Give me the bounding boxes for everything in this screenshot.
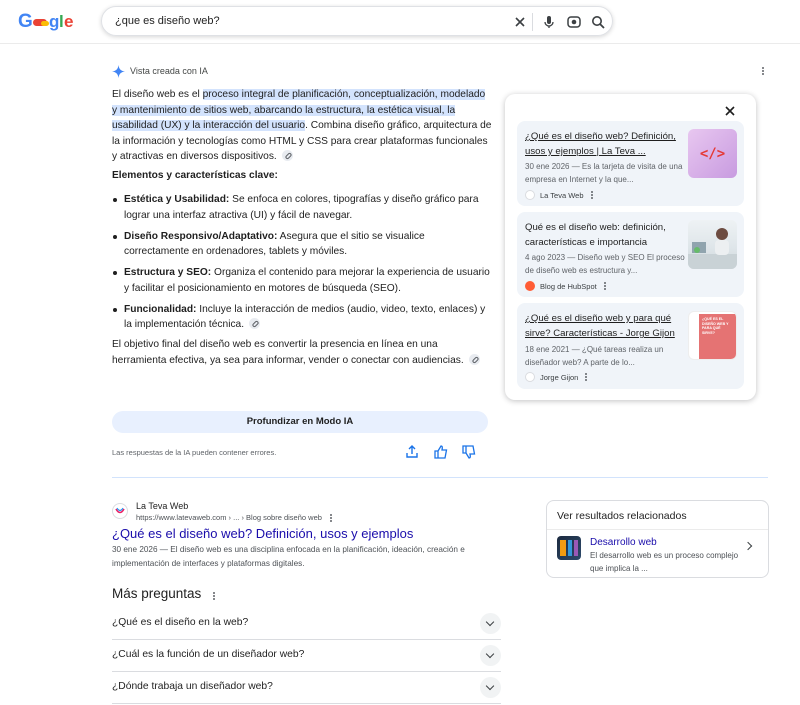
bullet-text: Organiza el contenido para mejorar la experiencia de usuario y facilitar el posicionamiento en motores de búsqueda (SEO). [124,267,490,294]
ai-overview-title: Vista creada con IA [130,66,208,76]
question-text[interactable]: ¿Dónde trabaja un diseñador web? [112,681,273,692]
question-text[interactable]: ¿Qué es el diseño en la web? [112,617,249,628]
related-heading: Ver resultados relacionados [557,510,687,522]
intro-text-start: El diseño web es el [112,89,203,100]
more-questions-options-icon[interactable] [209,591,219,603]
search-divider [532,13,533,31]
intro-highlight[interactable]: proceso integral de planificación, conceptualización, modelado y mantenimiento de sitios web, abarcando la estructura, la estética visual, la usabilidad (UX) y la interacción del usuario [112,89,486,131]
google-logo[interactable] [18,9,76,33]
expand-chevron-icon[interactable] [480,645,501,666]
related-thumbnail[interactable] [557,536,581,560]
source-snippet: 4 ago 2023 — Diseño web y SEO El proceso de diseño web es estructura y... [525,253,685,275]
ai-overview-more-icon[interactable] [758,66,768,78]
bullet-term: Diseño Responsivo/Adaptativo: [124,230,278,242]
more-options-icon[interactable] [585,372,589,382]
more-options-icon[interactable] [604,281,608,291]
question-row[interactable] [112,640,501,672]
list-item [112,302,492,333]
thumbs-down-icon[interactable] [462,445,476,459]
link-chip-icon[interactable] [249,318,260,329]
more-options-icon[interactable] [591,190,595,200]
person-at-desk-image [688,220,737,269]
result-title-link[interactable]: ¿Qué es el diseño web? Definición, usos y ejemplos [112,526,414,541]
expand-chevron-icon[interactable] [480,613,501,634]
favicon-icon [525,190,535,200]
deep-dive-ai-mode-button[interactable]: Profundizar en Modo IA [112,411,488,433]
source-site[interactable] [525,189,595,201]
source-name: Jorge Gijon [540,372,579,382]
thumbs-up-icon[interactable] [434,445,448,459]
section-divider [112,477,768,478]
site-favicon-icon[interactable] [112,503,128,519]
ai-overview-bullets [112,192,492,338]
source-thumbnail[interactable] [688,311,737,360]
source-snippet: 30 ene 2026 — Es la tarjeta de visita de una empresa en Internet y la que... [525,162,683,184]
ai-overview-subheading: Elementos y características clave: [112,170,278,181]
source-name: La Teva Web [540,190,584,200]
bullet-term: Funcionalidad: [124,303,197,315]
result-url[interactable] [136,513,334,523]
link-chip-icon[interactable] [282,150,293,161]
microphone-icon[interactable] [541,14,557,30]
sources-panel [505,94,756,400]
hubspot-favicon-icon [525,281,535,291]
search-icon[interactable] [590,14,606,30]
source-title[interactable]: ¿Qué es el diseño web? Definición, usos y ejemplos | La Teva ... [525,131,676,157]
svg-text:G: G [18,11,33,32]
source-name: Blog de HubSpot [540,281,597,291]
list-item [112,192,492,223]
ai-overview-conclusion [112,337,492,368]
ai-disclaimer: Las respuestas de la IA pueden contener errores. [112,448,277,457]
related-divider [547,529,768,530]
ai-sparkle-icon [112,65,125,78]
code-thumbnail-text: </> [699,145,726,162]
bullet-text: Se enfoca en colores, tipografías y diseño gráfico para lograr una interfaz atractiva (UI) y fácil de navegar. [124,194,479,221]
more-questions-title: Más preguntas [112,586,202,601]
source-thumbnail[interactable] [688,220,737,269]
question-text[interactable]: ¿Cuál es la función de un diseñador web? [112,649,305,660]
bullet-text: Asegura que el sitio se visualice correctamente en ordenadores, tablets y móviles. [124,230,425,257]
clear-icon[interactable] [512,14,528,30]
result-site-name[interactable]: La Teva Web [136,501,189,511]
bullet-term: Estética y Usabilidad: [124,194,230,205]
result-url-text: https://www.latevaweb.com › ... › Blog sobre diseño web [136,513,322,522]
top-bar [0,0,800,44]
related-results-box [546,500,769,578]
source-card[interactable] [517,212,744,297]
source-site[interactable] [525,280,608,292]
result-more-icon[interactable] [330,513,334,523]
bullet-text: Incluye la interacción de medios (audio, video, texto, enlaces) y la implementación técnica. [124,303,486,330]
search-input[interactable]: ¿que es diseño web? [115,15,220,27]
search-box[interactable] [101,6,613,36]
expand-chevron-icon[interactable] [480,677,501,698]
thumbnail-text: ¿QUÉ ES EL DISEÑO WEB Y PARA QUÉ SIRVE? [702,317,729,335]
source-snippet: 18 ene 2021 — ¿Qué tareas realiza un diseñador web? A parte de lo... [525,345,664,367]
ai-overview-intro [112,87,492,165]
intro-text-end: . Combina diseño gráfico, arquitectura de la información y tecnologías como HTML y CSS para crear plataformas funcionales y atractivas en diversos dispositivos. [112,120,492,162]
lens-camera-icon[interactable] [566,14,582,30]
close-icon[interactable] [723,104,737,118]
related-item-description: El desarrollo web es un proceso complejo que implica la ... [590,551,739,573]
bullet-term: Estructura y SEO: [124,267,212,278]
result-snippet: 30 ene 2026 — El diseño web es una disciplina enfocada en la planificación, ideación, creación e implementación de interfaces y plataformas digitales. [112,545,465,568]
list-item [112,265,492,296]
ai-overview-header [112,63,208,79]
list-item [112,229,492,260]
link-chip-icon[interactable] [469,354,480,365]
svg-text:e: e [64,12,74,31]
related-item-link[interactable]: Desarrollo web [590,537,657,548]
question-row[interactable] [112,608,501,640]
source-title[interactable]: Qué es el diseño web: definición, características e importancia [525,222,666,248]
svg-text:l: l [59,12,64,31]
share-icon[interactable] [405,445,419,459]
question-row[interactable] [112,672,501,704]
source-card[interactable] [517,121,744,206]
source-title[interactable]: ¿Qué es el diseño web y para qué sirve? Características - Jorge Gijon [525,313,675,339]
favicon-icon [525,372,535,382]
chevron-right-icon[interactable] [744,542,752,550]
source-site[interactable] [525,371,589,383]
svg-text:g: g [49,12,60,31]
conclusion-text: El objetivo final del diseño web es convertir la presencia en línea en una herramienta efectiva, ya sea para informar, vender o conectar con audiencias. [112,339,464,366]
source-thumbnail[interactable] [688,129,737,178]
source-card[interactable] [517,303,744,389]
